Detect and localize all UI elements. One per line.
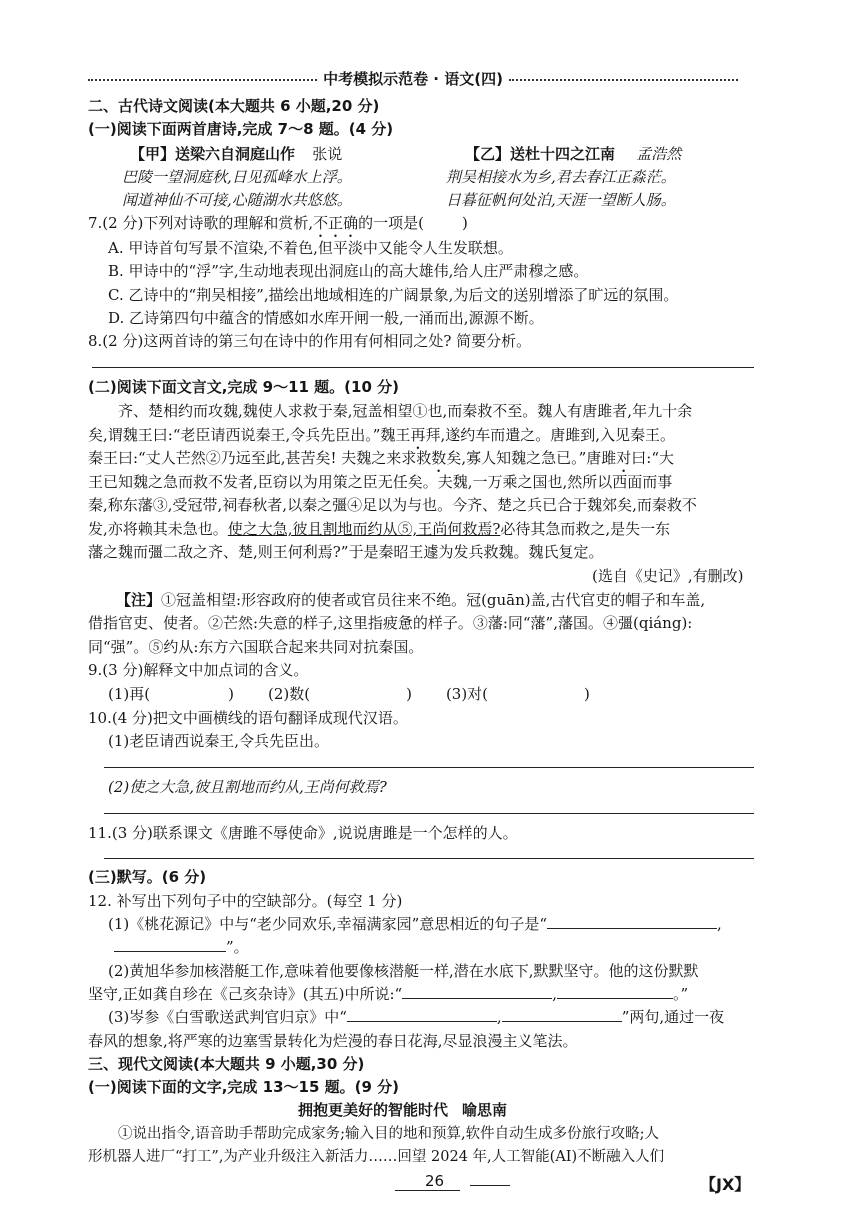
poem-b-line-2: 日暮征帆何处泊,天涯一望断人肠。 [446, 191, 676, 209]
answer-blank[interactable] [557, 984, 673, 999]
header-title: 中考模拟示范卷 · 语文(四) [323, 70, 503, 88]
q9-item-2: (2)数( [267, 685, 311, 703]
answer-blank[interactable] [402, 984, 552, 999]
q9-item-1: (1)再( [108, 685, 151, 703]
poem-a-title [130, 143, 342, 165]
answer-line [104, 767, 754, 768]
prose-underlined: 使之大急,彼且割地而约从⑤,王尚何救焉? [227, 520, 501, 538]
prose-line-7: 藩之魏而彊二敌之齐、楚,则王何利焉?”于是秦昭王遽为发兵救魏。魏氏复定。 [88, 543, 604, 561]
q7-option-a: A. 甲诗首句写景不渲染,不着色,但平淡中又能令人生发联想。 [108, 239, 513, 257]
notes-l1: ①冠盖相望:形容政府的使者或官员往来不绝。冠(guān)盖,古代官吏的帽子和车盖, [161, 591, 706, 609]
prose-l3c: 矣,寡人知魏之急已。”唐雎 [446, 449, 617, 467]
answer-blank[interactable] [114, 937, 226, 952]
prose-l6c: 必待其急而救之,是失一东 [500, 520, 671, 538]
q9-paren-3: ) [584, 685, 590, 703]
q7-text-d: ) [461, 214, 468, 232]
prose-source: (选自《史记》,有删改) [592, 567, 744, 585]
question-9: 9.(3 分)解释文中加点词的含义。 [88, 661, 309, 679]
q12-3-tail: ”两句,通过一夜 [621, 1008, 725, 1026]
poem-a-author: 张说 [312, 145, 343, 163]
prose-line-5: 秦,称东藩③,受冠带,祠春秋者,以秦之彊④足以为与也。今齐、楚之兵已合于魏郊矣,而秦救不 [88, 496, 697, 514]
poem-a-line-2: 闻道神仙不可接,心随湖水共悠悠。 [122, 191, 352, 209]
q12-1-end: ”。 [226, 938, 249, 956]
question-11: 11.(3 分)联系课文《唐雎不辱使命》,说说唐雎是一个怎样的人。 [88, 824, 518, 842]
prose-l2c: 拜,遂约车而遣之。唐雎到,入见秦王。 [425, 426, 675, 444]
notes-line-1 [116, 589, 705, 611]
page-header [88, 68, 738, 89]
answer-line [104, 858, 754, 859]
q12-2-end: 。” [672, 985, 689, 1003]
prose-dotted-shuo: 数 [431, 449, 447, 467]
poem-b-line-1: 荆吴相接水为乡,君去春江正淼茫。 [446, 168, 676, 186]
poem-a-line-1: 巴陵一望洞庭秋,日见孤峰水上浮。 [122, 168, 352, 186]
q12-3-text: (3)岑参《白雪歌送武判官归京》中“ [108, 1008, 347, 1026]
q9-item-3: (3)对( [445, 685, 489, 703]
article-author: 喻思南 [462, 1101, 508, 1119]
q12-3-comma: , [496, 1008, 502, 1026]
page-number [395, 1172, 510, 1191]
question-8: 8.(2 分)这两首诗的第三句在诗中的作用有何相同之处? 简要分析。 [88, 332, 532, 350]
section-3-title: 三、现代文阅读(本大题共 9 小题,30 分) [88, 1055, 365, 1073]
q7-text-a: 7.(2 分)下列对诗歌的理解和赏析, [88, 214, 314, 232]
q12-item-1 [108, 913, 722, 935]
answer-blank[interactable] [347, 1007, 497, 1022]
notes-label: 【注】 [116, 591, 162, 609]
q12-2-comma: , [552, 985, 557, 1003]
prose-l3e: 曰:“大 [631, 449, 675, 467]
q12-1-text: (1)《桃花源记》中与“老少同欢乐,幸福满家园”意思相近的句子是“ [108, 915, 548, 933]
prose-line-4: 王已知魏之急而救不发者,臣窃以为用策之臣无任矣。夫魏,一万乘之国也,然所以西面而事 [88, 473, 673, 491]
part-2-title: (二)阅读下面文言文,完成 9～11 题。(10 分) [88, 378, 399, 396]
prose-line-1: 齐、楚相约而攻魏,魏使人求救于秦,冠盖相望①也,而秦救不至。魏人有唐雎者,年九十余 [118, 402, 693, 420]
answer-blank[interactable] [547, 914, 717, 929]
q7-emphasis: 不正确 [313, 214, 359, 232]
prose-l3a: 秦王曰:“丈人芒然②乃远至此,甚苦矣! 夫魏之来求救 [88, 449, 432, 467]
prose-l6a: 发,亦将赖其未急也。 [88, 520, 228, 538]
article-title-text: 拥抱更美好的智能时代 [298, 1101, 449, 1119]
prose-line-6 [88, 518, 670, 540]
prose-dotted-zai: 再 [410, 426, 426, 444]
article-line-2: 形机器人进厂“打工”,为产业升级注入新活力……回望 2024 年,人工智能(AI)不断融入人们 [88, 1149, 665, 1165]
q12-item-2: (2)黄旭华参加核潜艇工作,意味着他要像核潜艇一样,潜在水底下,默默坚守。他的这份默默 [108, 962, 699, 980]
q9-paren-2: ) [406, 685, 412, 703]
page-number-value: 26 [395, 1172, 460, 1191]
q10-item-2: (2)使之大急,彼且割地而约从,王尚何救焉? [108, 778, 387, 796]
header-dots-left [88, 79, 317, 81]
poem-a-name: 【甲】送梁六自洞庭山作 [130, 145, 296, 163]
part-3-title: (三)默写。(6 分) [88, 868, 207, 886]
answer-line [104, 813, 754, 814]
poem-b-title [465, 143, 681, 165]
q12-item-2-cont [88, 983, 688, 1005]
q12-item-1-cont [114, 936, 249, 958]
q9-items [108, 683, 590, 705]
exam-code: 【JX】 [700, 1175, 751, 1194]
q7-text-c: 的一项是( [358, 214, 424, 232]
question-12: 12. 补写出下列句子中的空缺部分。(每空 1 分) [88, 892, 403, 910]
q9-paren-1: ) [228, 685, 234, 703]
notes-line-2: 借指官吏、使者。②芒然:失意的样子,这里指疲惫的样子。③藩:同“藩”,藩国。④彊(qiáng): [88, 614, 693, 632]
section-2-title: 二、古代诗文阅读(本大题共 6 小题,20 分) [88, 97, 380, 115]
answer-line [92, 367, 754, 368]
q12-1-comma: , [717, 915, 722, 933]
q7-option-d: D. 乙诗第四句中蕴含的情感如水库开闸一般,一涌而出,源源不断。 [108, 309, 544, 327]
notes-line-3: 同“强”。⑤约从:东方六国联合起来共同对抗秦国。 [88, 638, 424, 656]
q12-item-3-cont: 春风的想象,将严寒的边塞雪景转化为烂漫的春日花海,尽显浪漫主义笔法。 [88, 1032, 578, 1050]
part-1-title: (一)阅读下面两首唐诗,完成 7～8 题。(4 分) [88, 120, 394, 138]
article-line-1: ①说出指令,语音助手帮助完成家务;输入目的地和预算,软件自动生成多份旅行攻略;人 [118, 1126, 659, 1142]
q12-2-text: 坚守,正如龚自珍在《己亥杂诗》(其五)中所说:“ [88, 985, 403, 1003]
article-title [298, 1099, 507, 1121]
q7-option-b: B. 甲诗中的“浮”字,生动地表现出洞庭山的高大雄伟,给人庄严肃穆之感。 [108, 262, 589, 280]
poem-b-name: 【乙】送杜十四之江南 [465, 145, 616, 163]
question-10: 10.(4 分)把文中画横线的语句翻译成现代汉语。 [88, 709, 408, 727]
sec3-part-1-title: (一)阅读下面的文字,完成 13～15 题。(9 分) [88, 1078, 399, 1096]
answer-blank[interactable] [502, 1007, 622, 1022]
q10-item-1: (1)老臣请西说秦王,令兵先臣出。 [108, 732, 330, 750]
q7-option-c: C. 乙诗中的“荆吴相接”,描绘出地域相连的广阔景象,为后文的送别增添了旷远的氛围。 [108, 286, 679, 304]
q12-item-3 [108, 1006, 724, 1028]
header-dots-right [509, 79, 738, 81]
poem-b-author: 孟浩然 [636, 145, 682, 163]
prose-l2a: 矣,谓魏王曰:“老臣请西说秦王,令兵先臣出。”魏王 [88, 426, 411, 444]
prose-dotted-dui: 对 [616, 449, 632, 467]
